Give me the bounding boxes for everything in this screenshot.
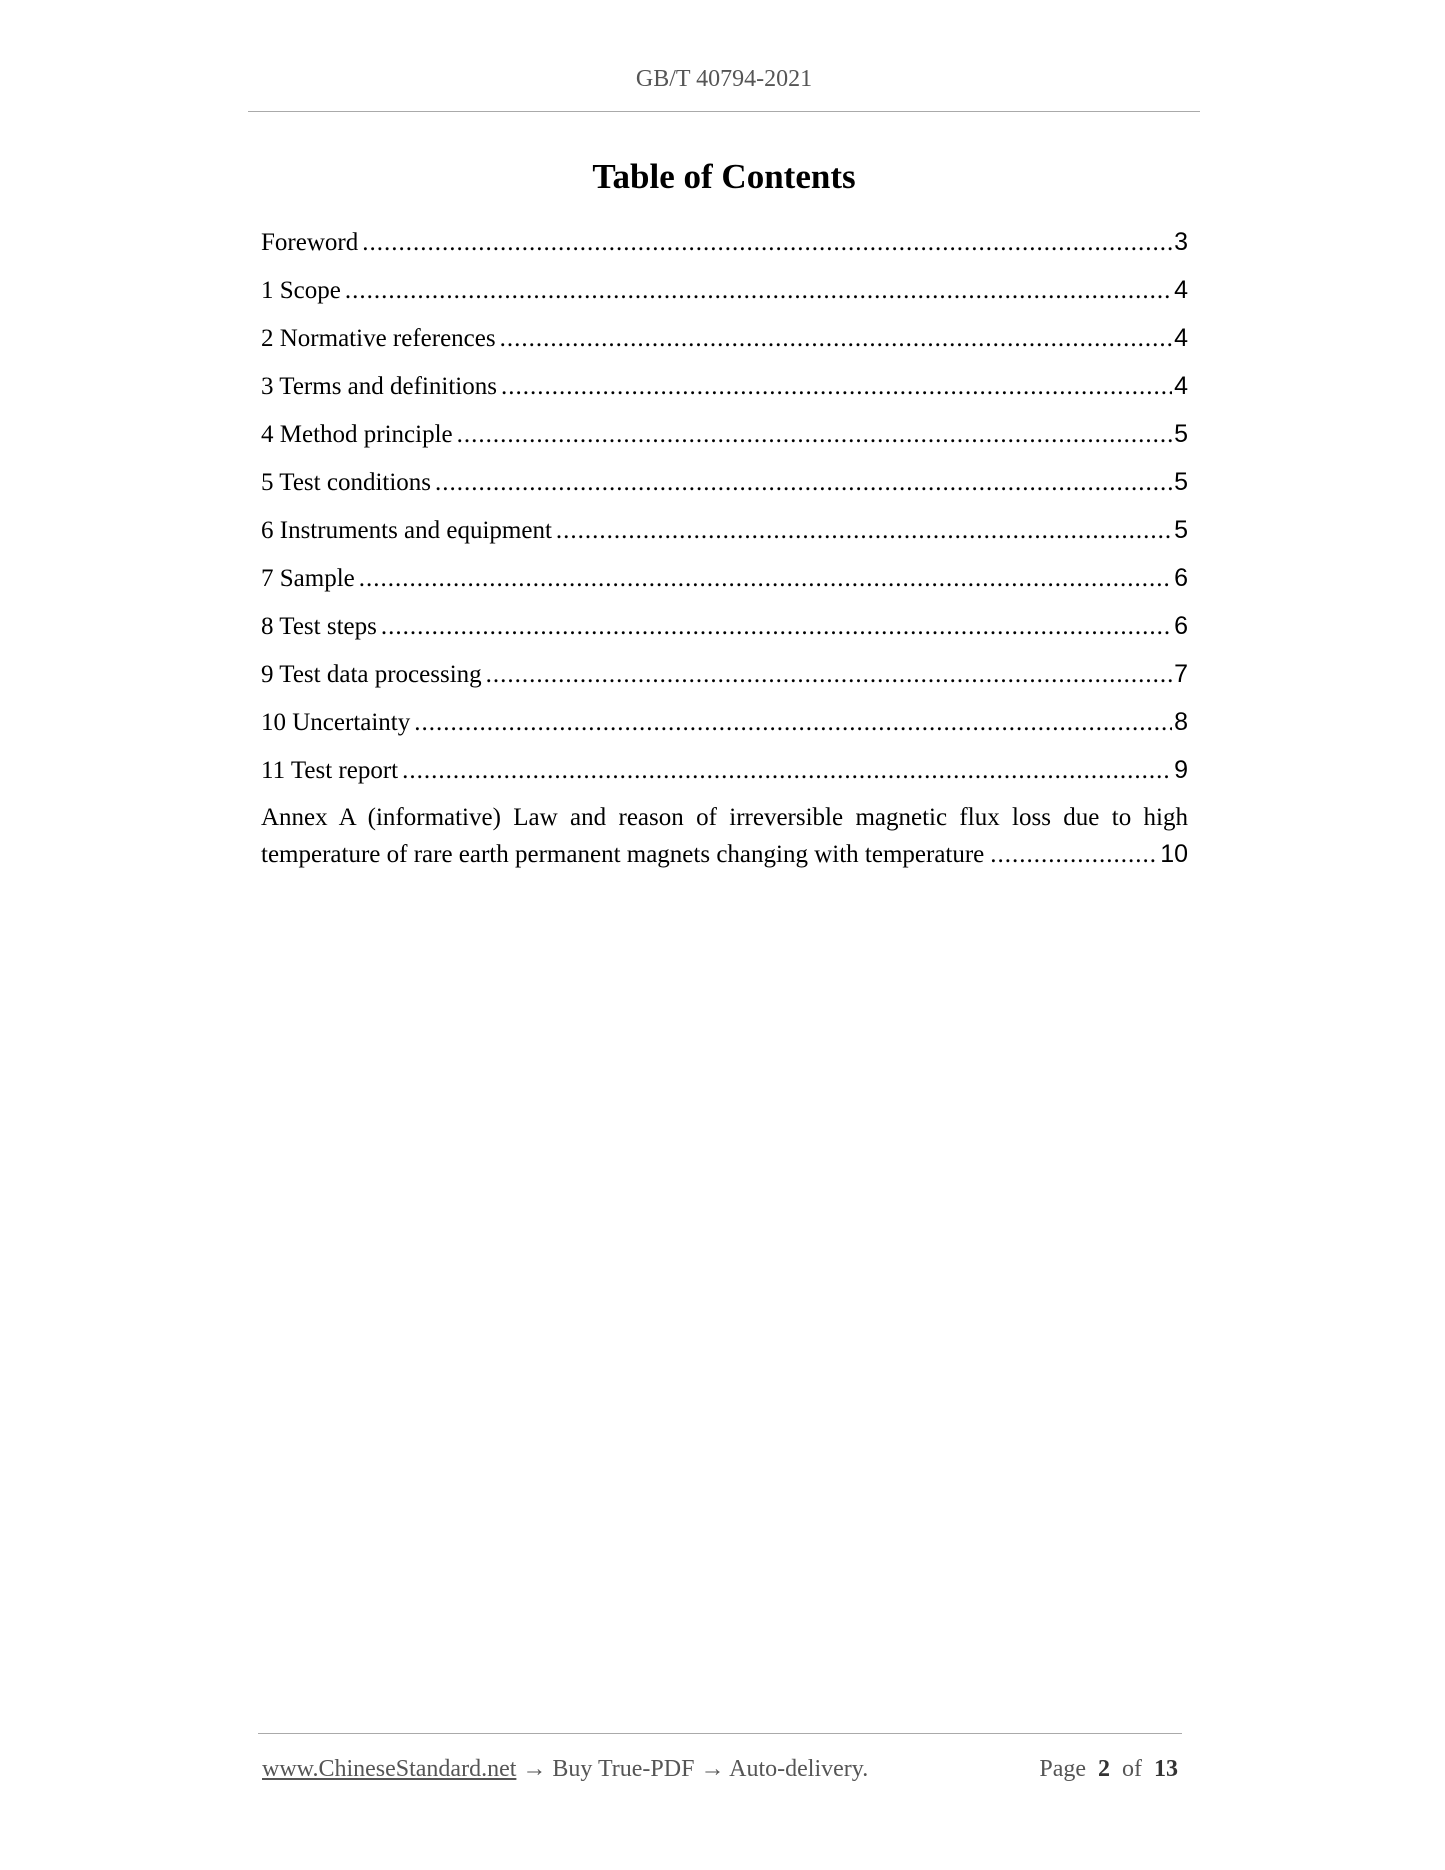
toc-entry-page: 5 (1174, 468, 1188, 496)
toc-entry-page: 4 (1174, 276, 1188, 304)
toc-list (261, 222, 1188, 873)
toc-entry-page: 6 (1174, 612, 1188, 640)
toc-entry-test-report[interactable] (261, 750, 1188, 798)
annex-title-line2: temperature of rare earth permanent magnets changing with temperature (261, 841, 985, 868)
arrow-right-icon: → (522, 1756, 547, 1782)
toc-entry-test-conditions[interactable] (261, 462, 1188, 510)
page-current: 2 (1098, 1756, 1110, 1782)
toc-entry-label: 8 Test steps (261, 613, 377, 640)
dot-leader (359, 559, 1172, 599)
dot-leader (556, 511, 1172, 551)
dot-leader (457, 415, 1172, 455)
toc-entry-label: 3 Terms and definitions (261, 373, 497, 400)
page-word: Page (1039, 1756, 1086, 1782)
toc-entry-label: 1 Scope (261, 277, 341, 304)
toc-entry-test-data-processing[interactable] (261, 654, 1188, 702)
toc-entry-method-principle[interactable] (261, 414, 1188, 462)
toc-entry-scope[interactable] (261, 270, 1188, 318)
toc-entry-page: 7 (1174, 660, 1188, 688)
dot-leader (362, 223, 1172, 263)
toc-entry-normative-references[interactable] (261, 318, 1188, 366)
dot-leader (435, 463, 1172, 503)
toc-entry-uncertainty[interactable] (261, 702, 1188, 750)
toc-entry-foreword[interactable] (261, 222, 1188, 270)
toc-entry-page: 5 (1174, 516, 1188, 544)
footer-promo (262, 1754, 868, 1784)
dot-leader (402, 751, 1172, 791)
toc-entry-sample[interactable] (261, 558, 1188, 606)
dot-leader (345, 271, 1172, 311)
toc-entry-label: 4 Method principle (261, 421, 453, 448)
standard-code: GB/T 40794-2021 (635, 66, 813, 92)
annex-title-line1: Annex A (informative) Law and reason of irreversible magnetic flux loss due to high (261, 804, 1188, 831)
toc-entry-page: 3 (1174, 228, 1188, 256)
dot-leader (501, 367, 1172, 407)
footer-divider (258, 1733, 1182, 1734)
toc-entry-terms-and-definitions[interactable] (261, 366, 1188, 414)
toc-entry-page: 9 (1174, 756, 1188, 784)
arrow-right-icon: → (700, 1756, 725, 1782)
page-header (248, 64, 1200, 94)
page-number (1039, 1754, 1178, 1784)
toc-entry-label: Foreword (261, 229, 359, 256)
toc-entry-instruments-and-equipment[interactable] (261, 510, 1188, 558)
dot-leader (414, 703, 1172, 743)
dot-leader (500, 319, 1172, 359)
toc-entry-label: 6 Instruments and equipment (261, 517, 552, 544)
toc-entry-label: 11 Test report (261, 757, 399, 784)
toc-entry-page: 10 (1160, 840, 1188, 868)
header-divider (248, 111, 1200, 112)
toc-entry-annex-a[interactable] (261, 800, 1188, 873)
delivery-text: Auto-delivery. (729, 1756, 869, 1782)
toc-entry-test-steps[interactable] (261, 606, 1188, 654)
dot-leader (486, 655, 1172, 695)
toc-entry-label: 2 Normative references (261, 325, 496, 352)
dot-leader (990, 837, 1158, 873)
toc-entry-label: 10 Uncertainty (261, 709, 411, 736)
dot-leader (381, 607, 1172, 647)
of-word: of (1122, 1756, 1142, 1782)
buy-text: Buy True-PDF (552, 1756, 695, 1782)
page-total: 13 (1154, 1756, 1178, 1782)
toc-entry-label: 7 Sample (261, 565, 355, 592)
toc-entry-label: 5 Test conditions (261, 469, 432, 496)
toc-entry-page: 5 (1174, 420, 1188, 448)
toc-entry-page: 8 (1174, 708, 1188, 736)
toc-entry-page: 4 (1174, 324, 1188, 352)
toc-entry-page: 6 (1174, 564, 1188, 592)
toc-entry-page: 4 (1174, 372, 1188, 400)
toc-title: Table of Contents (592, 157, 856, 196)
site-link[interactable]: www.ChineseStandard.net (262, 1756, 517, 1782)
annex-title-line2-row (261, 836, 1188, 873)
toc-entry-label: 9 Test data processing (261, 661, 482, 688)
